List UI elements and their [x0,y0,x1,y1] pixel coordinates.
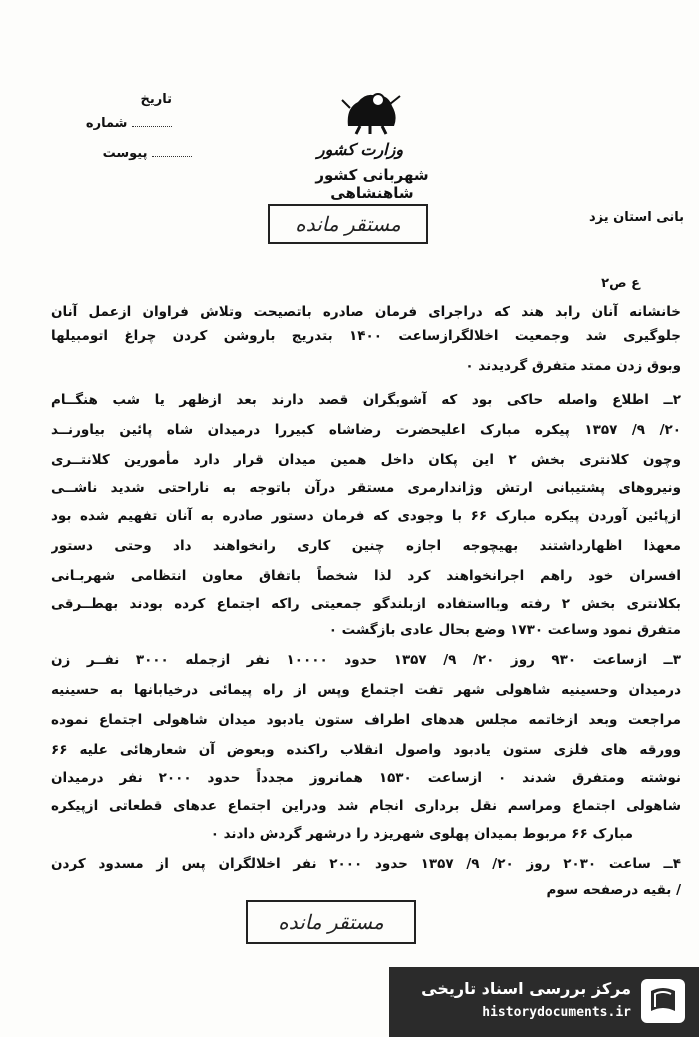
body-line: شاهولی اجتماع ومراسم نقل برداری انجام شد ودراین اجتماع عدهای قطعاتی ازپیکره [51,798,681,814]
lion-and-sun-emblem-icon [340,86,402,136]
body-line: ۴ــ ساعت ۲۰۳۰ روز ۲۰/ ۹/ ۱۳۵۷ حدود ۲۰۰۰ نفر اخلالگران پس از مسدود کردن [51,856,681,872]
recipient-line: بانی استان یزد [588,210,684,225]
body-line: بکلانتری بخش ۲ رفته وبااستفاده ازبلندگو جمعیتی راکه اجتماع کرده بودند بهطــرقی [51,596,681,612]
attachment-label: پیوست [72,146,192,161]
body-line: وورقه های فلزی ستون یادبود واصول انقلاب راکنده وبعوض آن شعارهائی علیه ۶۶ [51,742,681,758]
body-line: مراجعت وبعد ازخاتمه مجلس هدهای اطراف ستون یادبود میدان شاهولی اجتماع نموده [51,712,681,728]
archive-logo-icon [641,979,685,1023]
body-line: جلوگیری شد وجمعیت اخلالگرازساعت ۱۴۰۰ بتدریج باروشن کردن چراغ اتومبیلها [51,328,681,344]
top-stamp: مستقر مانده [268,204,428,244]
archive-website[interactable]: historydocuments.ir [482,1005,631,1020]
body-line: ۳ــ ازساعت ۹۳۰ روز ۲۰/ ۹/ ۱۳۵۷ حدود ۱۰۰۰۰ نفر ازجمله ۳۰۰۰ نفــر زن [51,652,681,668]
number-label: شماره [72,116,172,131]
body-line: افسران خود راهم اجرانخواهند کرد لذا شخصاً باتفاق معاون انتظامی شهربـانی [51,568,681,584]
body-line: متفرق نمود وساعت ۱۷۳۰ وضع بحال عادی بازگشت ۰ [328,622,681,638]
body-line: معهذا اظهارداشتند بهیچوجه اجازه چنین کاری رانخواهند داد وحتی دستور [51,538,681,554]
body-line: ازپائین آوردن پیکره مبارک ۶۶ با وجودی که فرمان دستور صادره به آنان تفهیم شده بود [51,508,681,524]
archive-footer [389,967,699,1037]
archive-org-name: مرکز بررسی اسناد تاریخی [421,979,631,998]
police-title: شهربانی کشور شاهنشاهی [315,166,429,202]
body-line: ۲۰/ ۹/ ۱۳۵۷ پیکره مبارک اعلیحضرت رضاشاه کبیررا درمیدان شاه پائین بیاورنــد [51,422,681,438]
body-line: خانشانه آنان رابد هند که دراجرای فرمان صادره باتصیحت وتلاش فراوان ازعمل آنان [51,304,681,320]
body-line: وچون کلانتری بخش ۲ این پکان داخل همین میدان قرار دارد مأمورین کلانتــری [51,452,681,468]
body-line: درمیدان وحسینیه شاهولی شهر تفت اجتماع وپس از راه پیمائی درخیابانها به حسینیه [51,682,681,698]
reference-number: ع ص۲ [601,276,640,291]
continuation-note: / بقیه درصفحه سوم [546,882,681,898]
body-line: مبارک ۶۶ مربوط بمیدان پهلوی شهریزد را درشهر گردش دادند ۰ [210,826,633,842]
body-line: ۲ــ اطلاع واصله حاکی بود که آشوبگران قصد دارند بعد ازظهر یا شب هنگــام [51,392,681,408]
bottom-stamp: مستقر مانده [246,900,416,944]
body-line: نوشته ومتفرق شدند ۰ ازساعت ۱۵۳۰ همانروز مجدداً حدود ۲۰۰۰ نفر درمیدان [51,770,681,786]
ministry-title: وزارت کشور [316,140,404,159]
body-line: وبوق زدن ممتد متفرق گردیدند ۰ [465,358,681,374]
date-label: تاریخ [140,92,172,107]
body-line: ونیروهای پشتیبانی ارتش وژاندارمری مستقر درآن باتوجه به ناراحتی شدید ناشــی [51,480,681,496]
